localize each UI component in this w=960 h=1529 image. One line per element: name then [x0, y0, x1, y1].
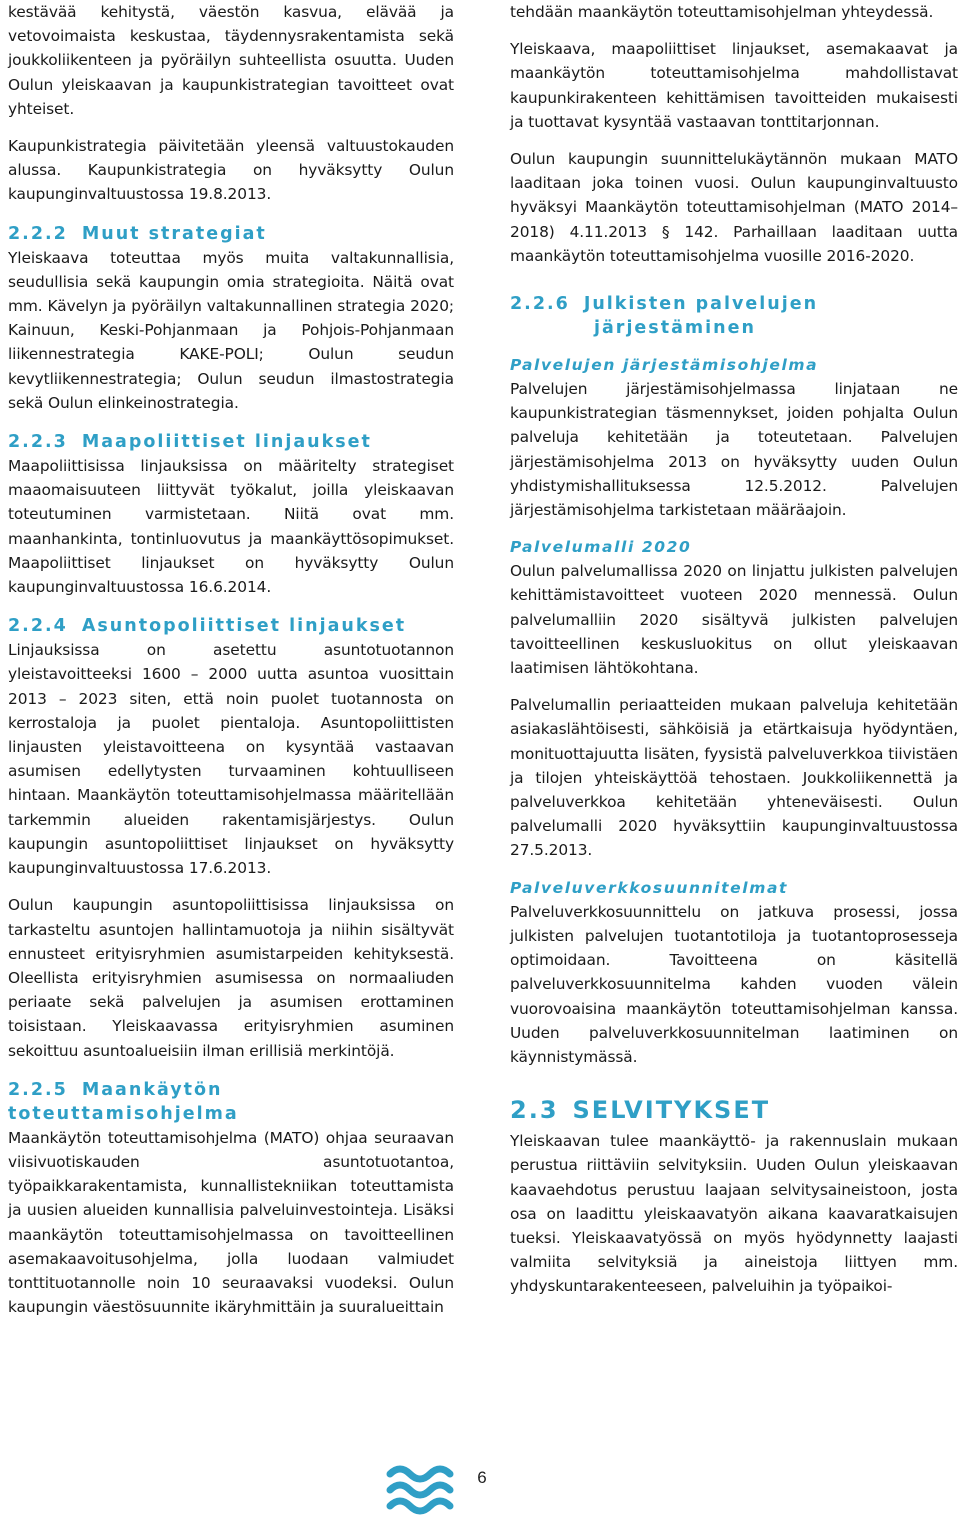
section-2-2-4-text-2: Oulun kaupungin asuntopoliittisissa linjauksissa on tarkasteltu asuntojen hallintamuotoja ja niihin sisältyvät ennusteet erityisryhmien asumistarpeiden kehityksestä. Oleellista erityisryhmien asumisessa on normaaliuden periaate sekä palvelujen ja asumisen erottaminen toisistaan. Yleiskaavassa erityisryhmien asuminen sekoittuu asuntoalueisiin ilman erillisiä merkintöjä.: [8, 896, 454, 1060]
heading-2-2-3: [8, 430, 454, 454]
mato-paragraph-2: Oulun kaupungin suunnittelukäytännön mukaan MATO laaditaan joka toinen vuosi. Oulun kaupunginvaltuusto hyväksyi Maankäytön toteuttamisohjelman (MATO 2014–2018) 4.11.2013 § 142. Parhaillaan laaditaan uutta maankäytön toteuttamisohjelma vuosille 2016-2020.: [510, 150, 958, 265]
subheading-palveluverkkosuunnitelmat: Palveluverkkosuunnitelmat: [510, 878, 789, 897]
heading-2-2-6: [510, 292, 958, 340]
heading-2-3: [510, 1095, 958, 1125]
heading-number: 2.2.6: [510, 294, 570, 315]
heading-title-line-1: Julkisten palvelujen: [583, 294, 819, 315]
section-2-2-5-text: Maankäytön toteuttamisohjelma (MATO) ohjaa seuraavan viisivuotiskauden asuntotuotantoa, työpaikkarakentamista, kunnallistekniikan toteuttamista ja uusien alueiden kunnallisia palveluinvestointeja. Lisäksi maankäytön toteuttamisohjelmassa on tavoitteellinen asemakaavoitusohjelma, jolla luodaan valmiudet tonttituotannolle noin 10 seuraavaksi vuodeksi. Oulun kaupungin väestösuunnite ikäryhmittäin ja suuralueittain: [8, 1128, 454, 1317]
subsection-3-text: Palveluverkkosuunnittelu on jatkuva prosessi, jossa julkisten palvelujen tuotantotiloja ja tuotantoprosesseja optimoidaan. Tavoitteena on käsitellä palveluverkkosuunnitelma kahden vuoden välein vuorovoaisina maankäytön toteuttamisohjelman kanssa. Uuden palveluverkkosuunnitelman laatiminen on käynnistymässä.: [510, 902, 958, 1066]
heading-2-2-5: [8, 1078, 454, 1126]
heading-title-line-2: toteuttamisohjelma: [8, 1103, 239, 1124]
heading-title: Muut strategiat: [81, 223, 267, 244]
section-2-2-3-text: Maapoliittisissa linjauksissa on määritelty strategiset maaomaisuuteen liittyvät työkalut, joilla yleiskaavan toteutuminen varmistetaan. Niitä ovat mm. maanhankinta, tontinluovutus ja maankäyttösopimukset. Maapoliittiset linjaukset on hyväksytty Oulun kaupunginvaltuustossa 16.6.2014.: [8, 457, 454, 597]
intro-paragraph: kestävää kehitystä, väestön kasvua, elävää ja vetovoimaista keskustaa, täydennysrakentamista sekä joukkoliikenteen ja pyöräilyn suhteellista osuutta. Uuden Oulun yleiskaavan ja kaupunkistrategian tavoitteet ovat yhteiset.: [8, 3, 454, 118]
left-column: [8, 0, 454, 1319]
heading-2-2-4: [8, 614, 454, 638]
subheading-palvelumalli-2020: Palvelumalli 2020: [510, 538, 692, 557]
subheading-palvelujen-jarjestamisohjelma: Palvelujen järjestämisohjelma: [510, 356, 819, 375]
heading-title: Maapoliittiset linjaukset: [81, 432, 372, 453]
section-2-3-text: Yleiskaavan tulee maankäyttö- ja rakennuslain mukaan perustua riittäviin selvityksiin. Uuden Oulun yleiskaavan kaavaehdotus perustuu laajaan selvitysaineistoon, josta osa on laadittu yleiskaavatyön aikana kaavaratkaisujen tueksi. Yleiskaavatyössä on myös hyödynnetty laajasti valmiita selvityksiä ja aineistoja liittyen mm. yhdyskuntarakenteeseen, palveluihin ja työpaikoi-: [510, 1132, 958, 1296]
heading-title: SELVITYKSET: [572, 1096, 771, 1125]
heading-2-2-2: [8, 222, 454, 246]
continued-paragraph: tehdään maankäytön toteuttamisohjelman yhteydessä.: [510, 3, 934, 21]
section-2-2-4-text-1: Linjauksissa on asetettu asuntotuotannon yleistavoitteeksi 1600 – 2000 uutta asuntoa vuosittain 2013 – 2023 siten, että noin puolet tuotannosta on kerrostaloja ja puolet pientaloja. Asuntopoliittisten linjausten yleistavoitteena on kysyntää vastaavan asumisen edellytysten turvaaminen kohtuulliseen hintaan. Maankäytön toteuttamisohjelmassa määritellään tarkemmin alueiden rakentamisjärjestys. Oulun kaupungin asuntopoliittiset linjaukset on hyväksytty kaupunginvaltuustossa 17.6.2013.: [8, 641, 454, 878]
page-number: 6: [477, 1468, 487, 1487]
heading-title-line-1: Maankäytön: [81, 1079, 223, 1100]
subsection-2-text-1: Oulun palvelumallissa 2020 on linjattu julkisten palvelujen kehittämistavoitteet vuoteen 2020 mennessä. Oulun palvelumalliin 2020 sisältyvä julkisten palvelujen tavoitteellinen keskusluokitus on ollut yleiskaavan laatimisen lähtökohtana.: [510, 562, 958, 678]
heading-number: 2.2.4: [8, 616, 68, 637]
subsection-2-text-2: Palvelumallin periaatteiden mukaan palveluja kehitetään asiakaslähtöisesti, sähköisiä ja etärtkaisuja hyödyntäen, monituottajuutta lisäten, fyysistä palveluverkkoa tiivistäen ja tilojen yhteiskäyttöä tehostaen. Joukkoliikennettä ja palveluverkkoa kehitetään yhteneväisesti. Oulun palvelumalli 2020 hyväksyttiin kaupunginvaltuustossa 27.5.2013.: [510, 696, 958, 860]
section-2-2-2-text: Yleiskaava toteuttaa myös muita valtakunnallisia, seudullisia sekä kaupungin omia strategioita. Näitä ovat mm. Kävelyn ja pyöräilyn valtakunnallinen strategia 2020; Kainuun, Keski-Pohjanmaan ja Pohjois-Pohjanmaan liikennestrategia KAKE-POLI; Oulun seudun kevytliikennestrategia; Oulun seudun ilmastostrategia sekä Oulun elinkeinostrategia.: [8, 248, 454, 412]
heading-number: 2.2.2: [8, 223, 68, 244]
right-column: [510, 0, 958, 1299]
heading-number: 2.3: [510, 1096, 559, 1125]
subsection-1-text: Palvelujen järjestämisohjelmassa linjataan ne kaupunkistrategian täsmennykset, joiden pohjalta Oulun palveluja kehitetään ja toteutetaan. Palvelujen järjestämisohjelma 2013 on hyväksytty uuden Oulun yhdistymishallituksessa 12.5.2012. Palvelujen järjestämisohjelma tarkistetaan määräajoin.: [510, 380, 958, 520]
heading-number: 2.2.3: [8, 432, 68, 453]
heading-title: Asuntopoliittiset linjaukset: [81, 616, 407, 637]
mato-paragraph-1: Yleiskaava, maapoliittiset linjaukset, asemakaavat ja maankäytön toteuttamisohjelma mahdollistavat kaupunkirakenteen kehittämisen tavoitteiden mukaisesti ja tuottavat kysyntää vastaavan tonttitarjonnan.: [510, 40, 958, 131]
wave-logo-icon: [386, 1462, 456, 1522]
strategy-paragraph: Kaupunkistrategia päivitetään yleensä valtuustokauden alussa. Kaupunkistrategia on hyväksytty Oulun kaupunginvaltuustossa 19.8.2013.: [8, 137, 454, 204]
heading-number: 2.2.5: [8, 1079, 68, 1100]
heading-title-line-2: järjestäminen: [594, 318, 756, 339]
